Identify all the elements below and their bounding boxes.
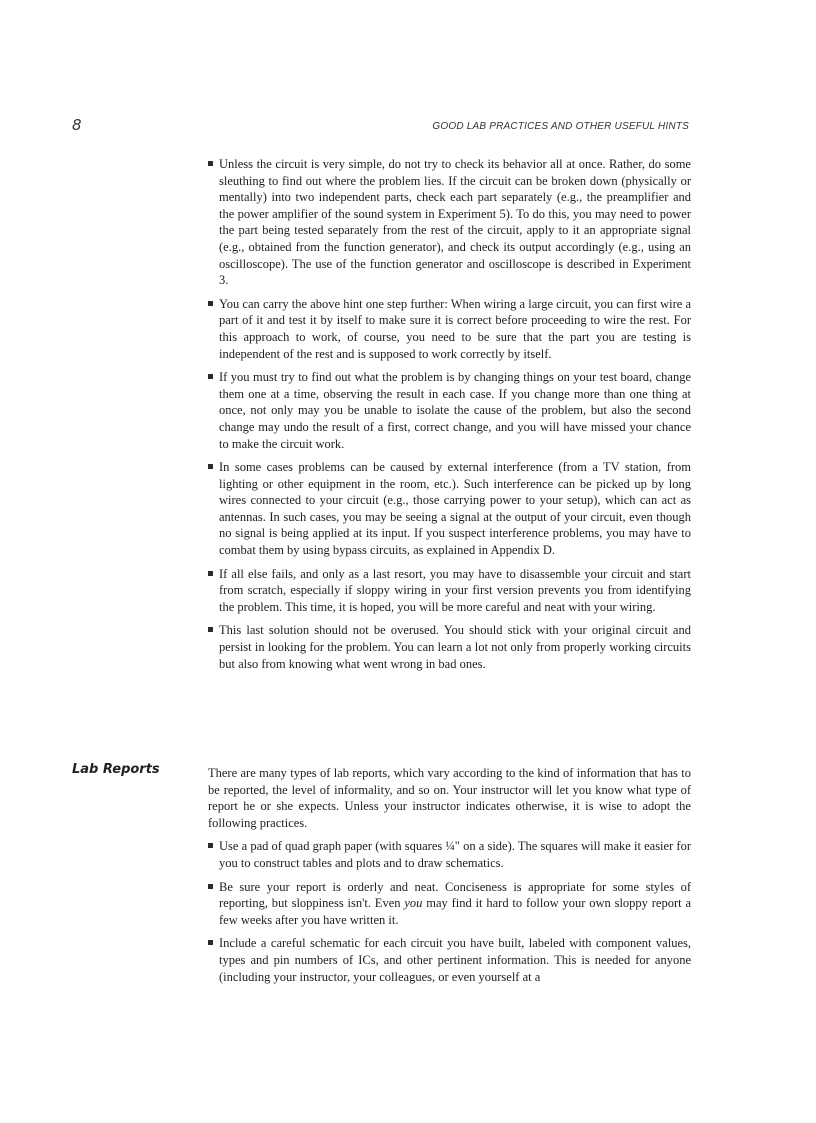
list-item-text: Unless the circuit is very simple, do not try to check its behavior all at once. Rather, do some sleuthing to find out where the problem lies. If the circuit can be broken down (physically or mentally) into two independent parts, check each part separately (e.g., the preamplifier and the power amplifier of the sound system in Experiment 5). To do this, you may need to power the part being tested separately from the rest of the circuit, apply to it an appropriate signal (e.g., obtained from the function generator), and check its output accordingly (e.g., using an oscilloscope). The use of the function generator and oscilloscope is described in Experiment 3. (219, 157, 691, 288)
bullet-icon (208, 571, 213, 576)
bullet-icon (208, 843, 213, 848)
list-item (208, 622, 691, 672)
bullet-icon (208, 374, 213, 379)
bullet-icon (208, 301, 213, 306)
troubleshooting-list (208, 156, 691, 679)
bullet-icon (208, 940, 213, 945)
list-item-text: You can carry the above hint one step further: When wiring a large circuit, you can first wire a part of it and test it by itself to make sure it is correct before proceeding to wire the rest. For this approach to work, of course, you need to be sure that the part you are testing is independent of the rest and is supposed to work correctly by itself. (219, 296, 691, 361)
list-item-text: In some cases problems can be caused by external interference (from a TV station, from lighting or other equipment in the room, etc.). Such interference can be picked up by long wires connected to your circuit (e.g., those carrying power to your setup), which can act as antennas. In such cases, you may be seeing a signal at the output of your circuit, even though no signal is being applied at its input. If you suspect interference problems, you may have to combat them by using bypass circuits, as explained in Appendix D. (219, 460, 691, 558)
lab-reports-intro: There are many types of lab reports, which vary according to the kind of information that has to be reported, the level of informality, and so on. Your instructor will let you know what type of report he or she expects. Unless your instructor indicates otherwise, it is wise to adopt the following practices. (208, 766, 691, 830)
list-item (208, 369, 691, 452)
list-item (208, 459, 691, 559)
list-item-text: If all else fails, and only as a last resort, you may have to disassemble your circuit and start from scratch, especially if sloppy wiring in your first version prevents you from identifying the problem. This time, it is hoped, you will be more careful and neat with your wiring. (219, 566, 691, 614)
list-item (208, 879, 691, 929)
list-item-text: This last solution should not be overused. You should stick with your original circuit and persist in looking for the problem. You can learn a lot not only from properly working circuits but also from knowing what went wrong in bad ones. (219, 623, 691, 671)
emphasis-text: you (404, 896, 423, 911)
list-item-text-start: Be sure your report is orderly and neat. Conciseness is appropriate for some styles of reporting, but sloppiness isn't. Even (219, 879, 691, 911)
list-item (208, 935, 691, 985)
bullet-icon (208, 627, 213, 632)
list-item-text: Include a careful schematic for each circuit you have built, labeled with component values, types and pin numbers of ICs, and other pertinent information. This is needed for anyone (including your instructor, your colleagues, or even yourself at a (219, 936, 691, 984)
bullet-icon (208, 464, 213, 469)
list-item-text-end: may find it hard to follow your own sloppy report a few weeks after you have written it. (219, 896, 691, 927)
page-number: 8 (72, 116, 82, 134)
list-item (208, 566, 691, 616)
list-item (208, 838, 691, 871)
bullet-icon (208, 884, 213, 889)
list-item (208, 296, 691, 362)
section-heading-lab-reports: Lab Reports (72, 762, 160, 777)
list-item (208, 156, 691, 289)
list-item-text: Use a pad of quad graph paper (with squares ¼" on a side). The squares will make it easier for you to construct tables and plots and to draw schematics. (219, 839, 691, 870)
list-item-text: If you must try to find out what the problem is by changing things on your test board, change them one at a time, observing the result in each case. If you change more than one thing at once, not only may you be unable to isolate the cause of the problem, but also the second change may undo the result of a first, correct change, and you will have missed your chance to make the circuit work. (219, 370, 691, 451)
bullet-icon (208, 161, 213, 166)
lab-reports-section (208, 765, 691, 992)
running-head: GOOD LAB PRACTICES AND OTHER USEFUL HINTS (432, 121, 689, 132)
